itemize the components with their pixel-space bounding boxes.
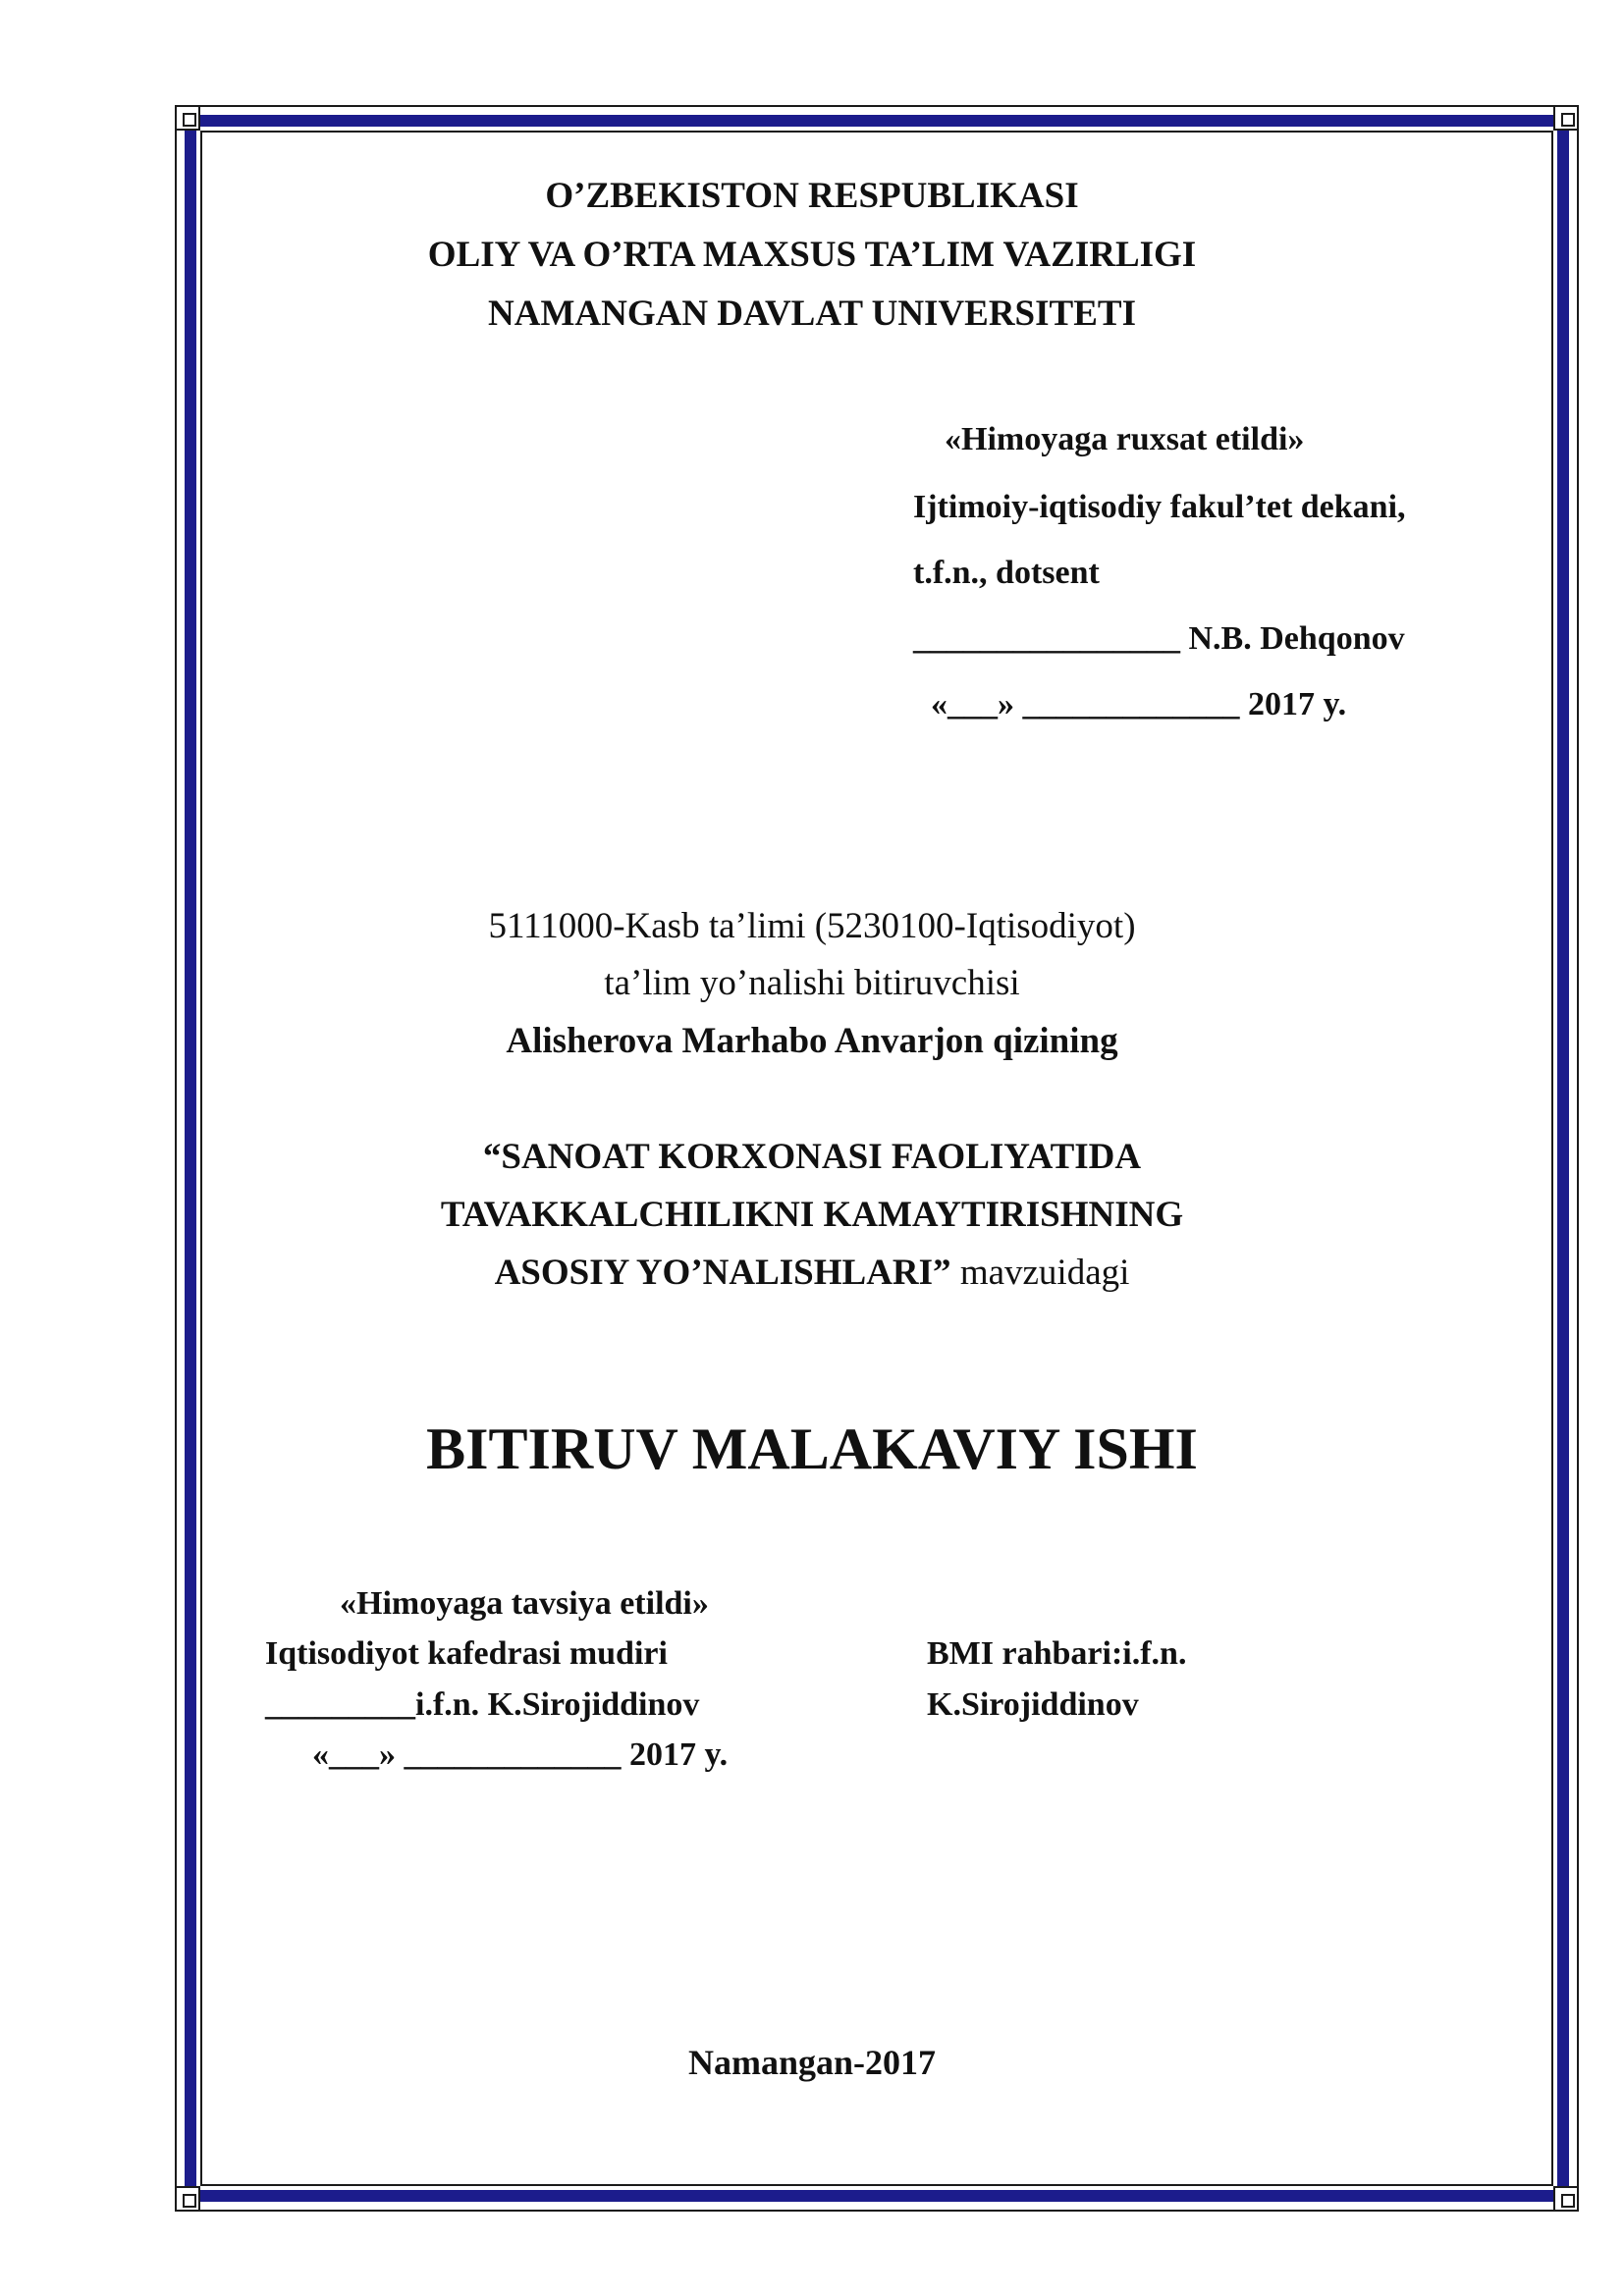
approval-top-heading: «Himoyaga ruxsat etildi» bbox=[945, 421, 1305, 457]
border-corner-ornament bbox=[1553, 2186, 1579, 2212]
approval-top-position: Ijtimoiy-iqtisodiy fakul’tet dekani, bbox=[913, 489, 1406, 525]
approval-bottom-heading: «Himoyaga tavsiya etildi» bbox=[340, 1585, 709, 1622]
specialty-line: 5111000-Kasb ta’limi (5230100-Iqtisodiyot) bbox=[488, 906, 1136, 946]
header-country: O’ZBEKISTON RESPUBLIKASI bbox=[545, 176, 1079, 216]
place-year: Namangan-2017 bbox=[687, 2043, 937, 2082]
header-ministry: OLIY VA O’RTA MAXSUS TA’LIM VAZIRLIGI bbox=[427, 235, 1197, 275]
topic-line-2: TAVAKKALCHILIKNI KAMAYTIRISHNING bbox=[440, 1195, 1184, 1235]
header-university: NAMANGAN DAVLAT UNIVERSITETI bbox=[488, 294, 1136, 334]
topic-line-1: “SANOAT KORXONASI FAOLIYATIDA bbox=[482, 1137, 1142, 1177]
direction-line: ta’lim yo’nalishi bitiruvchisi bbox=[604, 963, 1020, 1003]
topic-line-3 bbox=[0, 1255, 1624, 1291]
supervisor-role: BMI rahbari:i.f.n. bbox=[927, 1635, 1187, 1672]
document-title: BITIRUV MALAKAVIY ISHI bbox=[426, 1416, 1198, 1481]
student-name: Alisherova Marhabo Anvarjon qizining bbox=[506, 1021, 1118, 1061]
border-corner-ornament bbox=[175, 2186, 200, 2212]
topic-line-3-suffix: mavzuidagi bbox=[950, 1253, 1130, 1293]
topic-line-3-title: ASOSIY YO’NALISHLARI” bbox=[494, 1253, 951, 1293]
supervisor-name: K.Sirojiddinov bbox=[927, 1686, 1139, 1723]
border-corner-ornament bbox=[1553, 105, 1579, 131]
approval-top-date: «___» _____________ 2017 y. bbox=[931, 686, 1347, 722]
approval-bottom-signature: _________i.f.n. K.Sirojiddinov bbox=[265, 1686, 700, 1723]
approval-bottom-date: «___» _____________ 2017 y. bbox=[312, 1736, 729, 1773]
approval-top-signature: ________________ N.B. Dehqonov bbox=[913, 620, 1405, 657]
border-corner-ornament bbox=[175, 105, 200, 131]
approval-top-degree: t.f.n., dotsent bbox=[913, 555, 1100, 591]
approval-bottom-position: Iqtisodiyot kafedrasi mudiri bbox=[265, 1635, 668, 1672]
